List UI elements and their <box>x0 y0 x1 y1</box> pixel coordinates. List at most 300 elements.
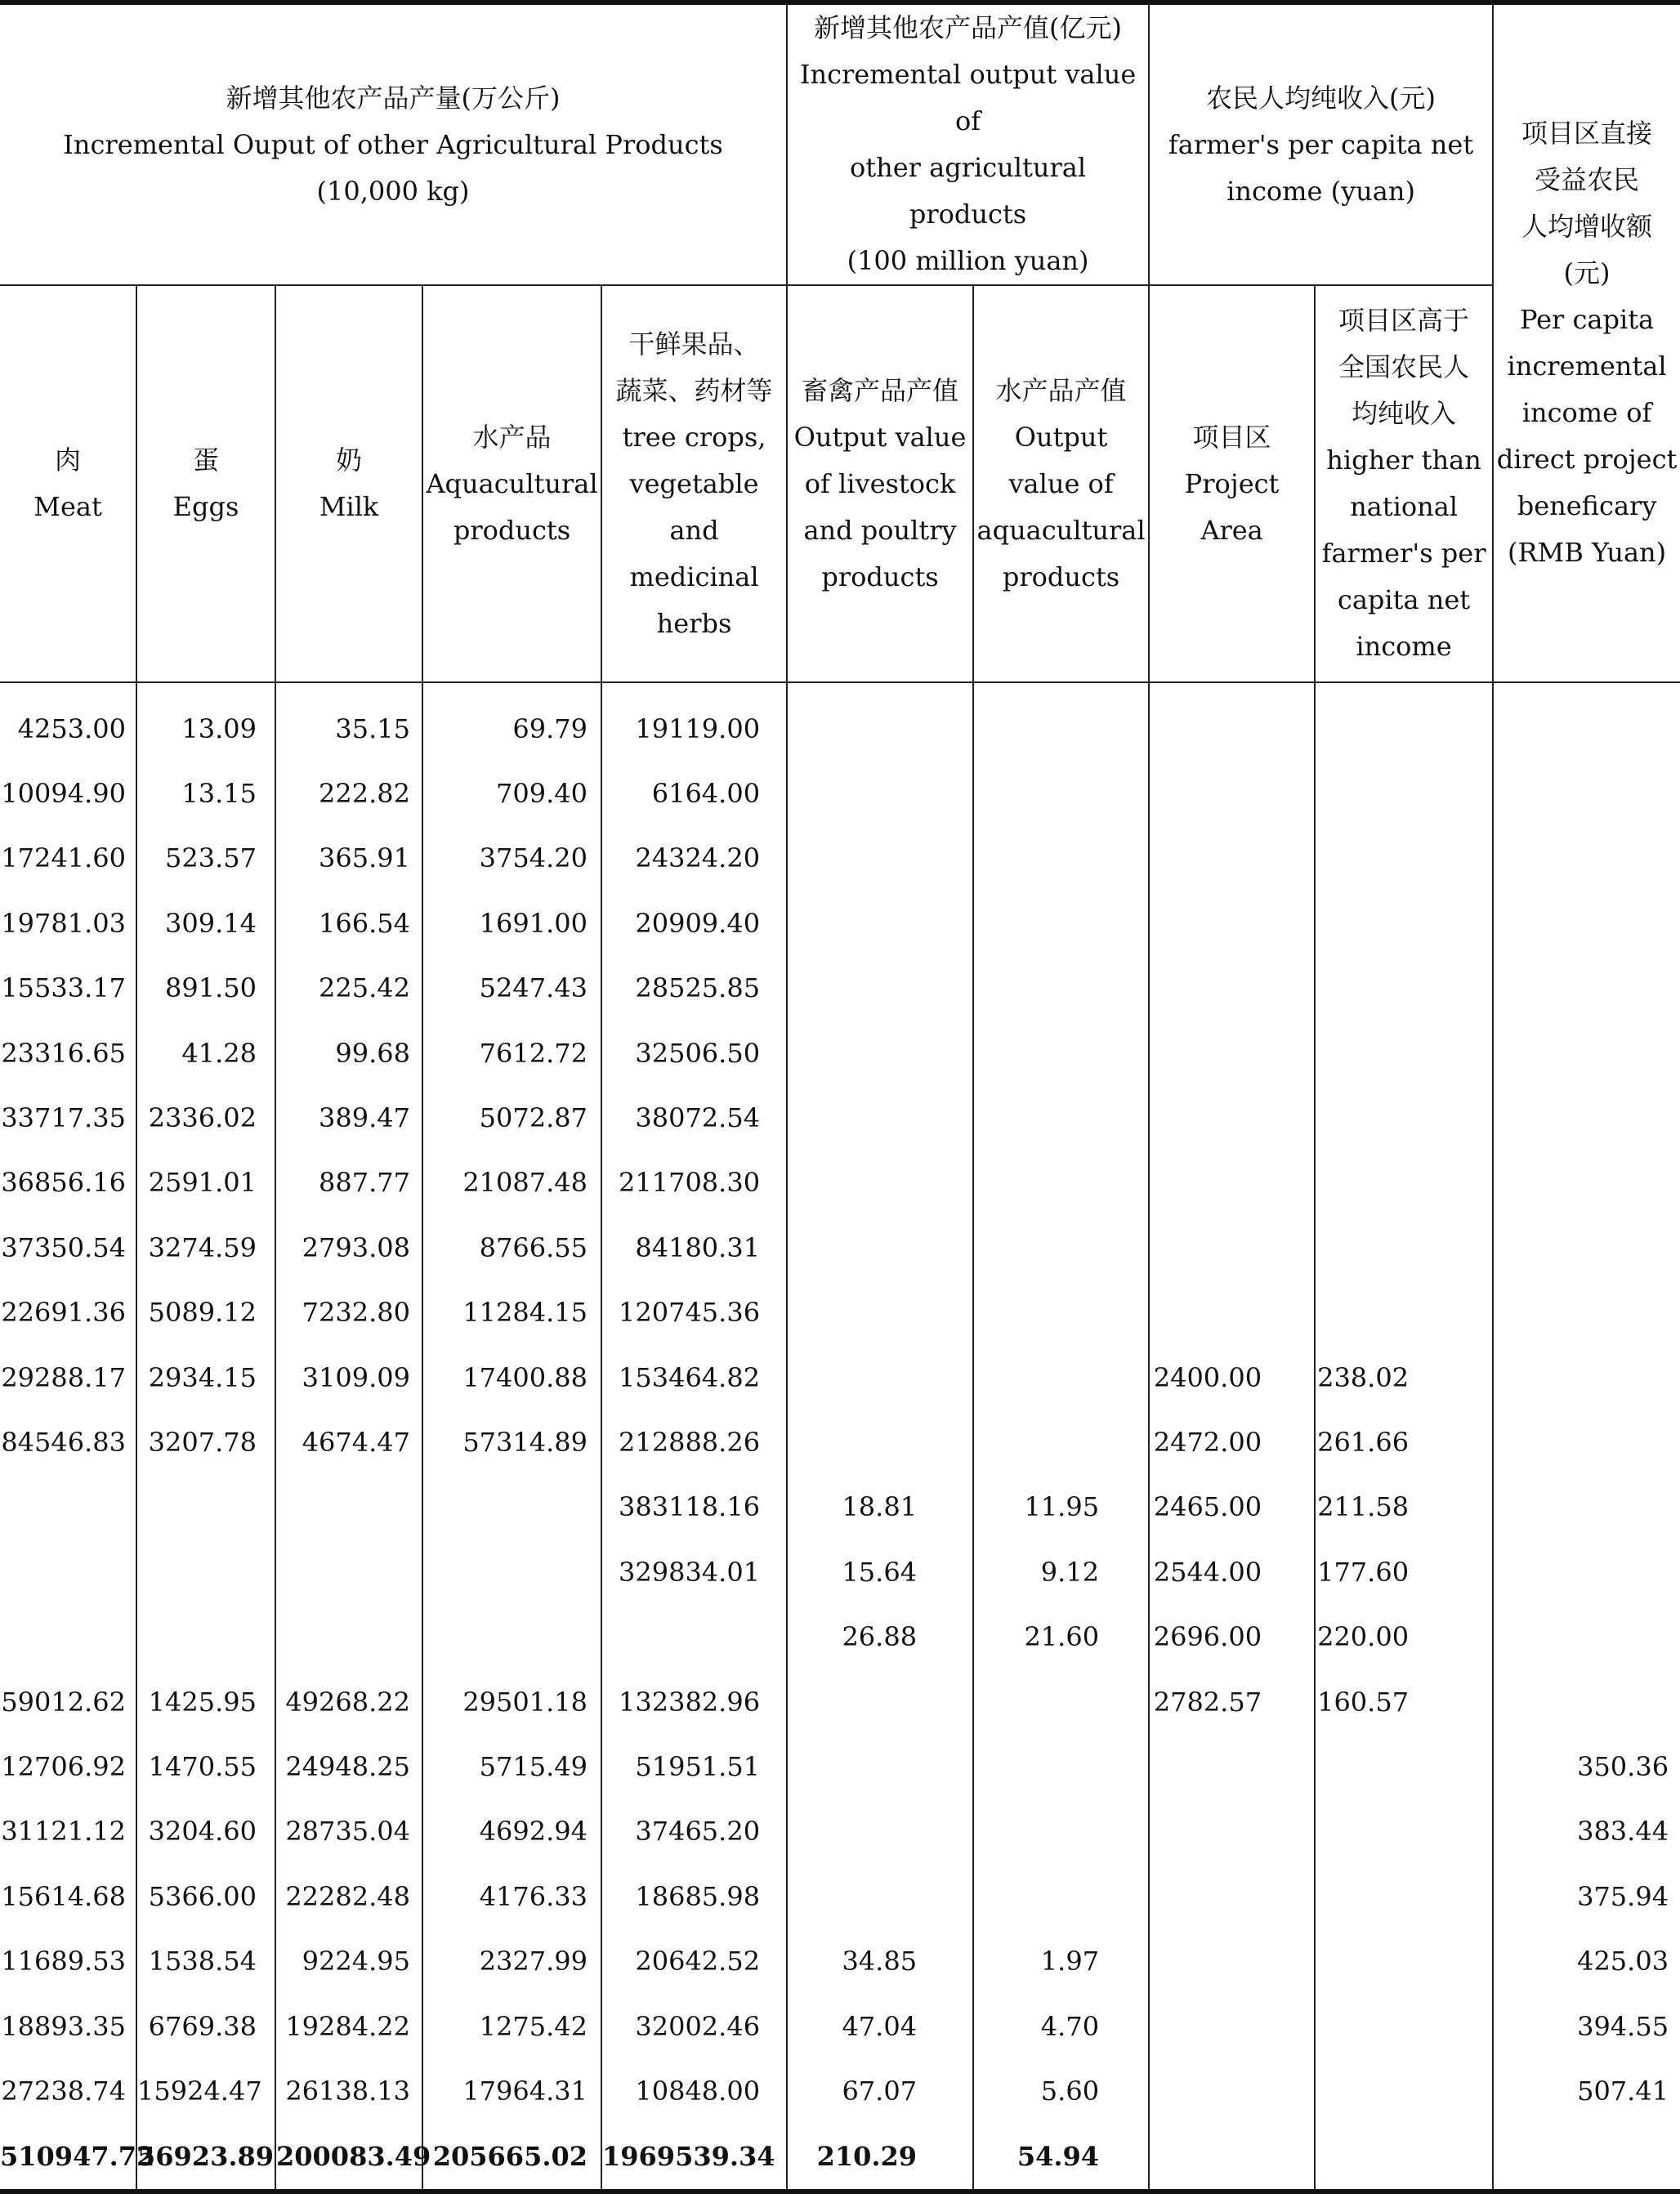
cell-eggs <box>136 1539 275 1604</box>
header-livestock-output-value <box>787 285 973 682</box>
cell-milk <box>275 1475 422 1539</box>
cell-milk: 22282.48 <box>275 1864 422 1928</box>
header-text: Per capita <box>1519 304 1655 335</box>
total-aquatic-value: 54.94 <box>973 2124 1149 2192</box>
header-text: medicinal <box>629 561 759 592</box>
cell-project-area: 2544.00 <box>1149 1539 1315 1604</box>
table-row <box>0 1864 1680 1928</box>
cell-direct-income: 394.55 <box>1493 1994 1680 2058</box>
cell-project-area <box>1149 1734 1315 1799</box>
cell-aquatic <box>422 1604 601 1669</box>
cell-higher-than-national: 211.58 <box>1315 1475 1493 1539</box>
cell-aquatic-value: 9.12 <box>973 1539 1149 1604</box>
header-text: 新增其他农产品产量(万公斤) <box>226 82 561 114</box>
cell-higher-than-national: 261.66 <box>1315 1410 1493 1474</box>
cell-aquatic-value <box>973 1864 1149 1928</box>
cell-aquatic: 2327.99 <box>422 1928 601 1993</box>
cell-higher-than-national <box>1315 1085 1493 1150</box>
header-text: 全国农民人 <box>1338 351 1470 382</box>
cell-meat: 15533.17 <box>0 956 136 1021</box>
header-text: 水产品 <box>472 421 552 453</box>
table-row <box>0 761 1680 825</box>
cell-aquatic-value <box>973 1410 1149 1474</box>
cell-direct-income <box>1493 682 1680 761</box>
header-text: Eggs <box>172 491 239 522</box>
cell-tree-crops: 20909.40 <box>601 891 787 955</box>
header-direct-beneficiary-income <box>1493 2 1680 682</box>
table-row <box>0 1669 1680 1734</box>
cell-aquatic <box>422 1475 601 1539</box>
cell-project-area <box>1149 1928 1315 1993</box>
header-incremental-output <box>0 2 787 285</box>
cell-eggs: 15924.47 <box>136 2058 275 2124</box>
table-row <box>0 1151 1680 1215</box>
cell-aquatic: 8766.55 <box>422 1215 601 1280</box>
cell-eggs: 309.14 <box>136 891 275 955</box>
table-row <box>0 956 1680 1021</box>
cell-meat: 22691.36 <box>0 1280 136 1345</box>
cell-tree-crops <box>601 1604 787 1669</box>
cell-tree-crops: 37465.20 <box>601 1799 787 1864</box>
cell-livestock-value: 18.81 <box>787 1475 973 1539</box>
cell-eggs: 3204.60 <box>136 1799 275 1864</box>
cell-livestock-value <box>787 1410 973 1474</box>
cell-aquatic: 4692.94 <box>422 1799 601 1864</box>
cell-aquatic: 17964.31 <box>422 2058 601 2124</box>
cell-milk <box>275 1539 422 1604</box>
header-text: Aquacultural <box>426 467 598 499</box>
cell-higher-than-national: 238.02 <box>1315 1345 1493 1410</box>
cell-livestock-value <box>787 1864 973 1928</box>
cell-eggs: 13.15 <box>136 761 275 825</box>
cell-higher-than-national <box>1315 956 1493 1021</box>
table-row <box>0 1280 1680 1345</box>
table-row <box>0 1928 1680 1993</box>
cell-tree-crops: 32002.46 <box>601 1994 787 2058</box>
cell-meat: 27238.74 <box>0 2058 136 2124</box>
cell-meat: 31121.12 <box>0 1799 136 1864</box>
cell-aquatic: 3754.20 <box>422 826 601 891</box>
header-farmer-net-income <box>1149 2 1493 285</box>
header-text: and poultry <box>803 514 957 546</box>
table-row <box>0 1345 1680 1410</box>
cell-meat: 37350.54 <box>0 1215 136 1280</box>
cell-livestock-value <box>787 1280 973 1345</box>
cell-milk: 222.82 <box>275 761 422 825</box>
cell-higher-than-national <box>1315 2058 1493 2124</box>
cell-tree-crops: 18685.98 <box>601 1864 787 1928</box>
header-text: (RMB Yuan) <box>1507 537 1667 568</box>
cell-project-area: 2696.00 <box>1149 1604 1315 1669</box>
cell-tree-crops: 28525.85 <box>601 956 787 1021</box>
cell-direct-income <box>1493 1604 1680 1669</box>
cell-project-area <box>1149 956 1315 1021</box>
cell-project-area <box>1149 826 1315 891</box>
cell-livestock-value: 26.88 <box>787 1604 973 1669</box>
table-row <box>0 1604 1680 1669</box>
header-text: aquacultural <box>976 514 1146 546</box>
cell-eggs: 13.09 <box>136 682 275 761</box>
cell-direct-income: 383.44 <box>1493 1799 1680 1864</box>
cell-aquatic-value <box>973 1021 1149 1085</box>
cell-project-area <box>1149 1864 1315 1928</box>
cell-livestock-value <box>787 826 973 891</box>
cell-meat: 33717.35 <box>0 1085 136 1150</box>
table-row <box>0 826 1680 891</box>
cell-livestock-value: 67.07 <box>787 2058 973 2124</box>
cell-higher-than-national <box>1315 761 1493 825</box>
cell-aquatic-value: 4.70 <box>973 1994 1149 2058</box>
cell-direct-income: 507.41 <box>1493 2058 1680 2124</box>
cell-direct-income <box>1493 1215 1680 1280</box>
cell-aquatic: 709.40 <box>422 761 601 825</box>
cell-livestock-value <box>787 1151 973 1215</box>
cell-project-area <box>1149 682 1315 761</box>
header-text: farmer's per <box>1321 538 1486 569</box>
header-text: income of <box>1521 397 1652 428</box>
cell-livestock-value: 47.04 <box>787 1994 973 2058</box>
cell-milk <box>275 1604 422 1669</box>
cell-aquatic: 5247.43 <box>422 956 601 1021</box>
cell-milk: 24948.25 <box>275 1734 422 1799</box>
header-text: other agricultural products <box>850 152 1087 230</box>
cell-tree-crops: 10848.00 <box>601 2058 787 2124</box>
table-row <box>0 1475 1680 1539</box>
cell-eggs: 1425.95 <box>136 1669 275 1734</box>
cell-higher-than-national <box>1315 1994 1493 2058</box>
table-row <box>0 1539 1680 1604</box>
header-incremental-output-value <box>787 2 1149 285</box>
total-project-area <box>1149 2124 1315 2192</box>
cell-aquatic: 57314.89 <box>422 1410 601 1474</box>
cell-project-area: 2465.00 <box>1149 1475 1315 1539</box>
header-text: beneficary <box>1517 490 1657 521</box>
cell-aquatic-value <box>973 1734 1149 1799</box>
cell-tree-crops: 212888.26 <box>601 1410 787 1474</box>
cell-project-area: 2782.57 <box>1149 1669 1315 1734</box>
header-text: 新增其他农产品产值(亿元) <box>814 12 1123 43</box>
cell-eggs: 6769.38 <box>136 1994 275 2058</box>
header-text: value of <box>1008 467 1114 499</box>
cell-meat: 19781.03 <box>0 891 136 955</box>
cell-aquatic: 5715.49 <box>422 1734 601 1799</box>
cell-milk: 35.15 <box>275 682 422 761</box>
header-text: Meat <box>34 491 102 522</box>
cell-meat <box>0 1475 136 1539</box>
cell-tree-crops: 24324.20 <box>601 826 787 891</box>
cell-project-area <box>1149 1215 1315 1280</box>
cell-direct-income <box>1493 1539 1680 1604</box>
cell-tree-crops: 19119.00 <box>601 682 787 761</box>
cell-aquatic-value <box>973 826 1149 891</box>
header-milk <box>275 285 422 682</box>
cell-higher-than-national <box>1315 1928 1493 1993</box>
cell-eggs: 3274.59 <box>136 1215 275 1280</box>
header-text: 水产品产值 <box>995 374 1127 406</box>
cell-tree-crops: 51951.51 <box>601 1734 787 1799</box>
cell-higher-than-national: 220.00 <box>1315 1604 1493 1669</box>
cell-aquatic-value <box>973 1669 1149 1734</box>
header-text: farmer's per capita net <box>1168 128 1474 160</box>
cell-eggs <box>136 1475 275 1539</box>
cell-eggs: 41.28 <box>136 1021 275 1085</box>
cell-direct-income <box>1493 1151 1680 1215</box>
cell-project-area <box>1149 1280 1315 1345</box>
header-text: tree crops, <box>622 421 766 453</box>
cell-eggs: 5366.00 <box>136 1864 275 1928</box>
cell-direct-income <box>1493 1669 1680 1734</box>
cell-direct-income <box>1493 1021 1680 1085</box>
cell-aquatic: 1275.42 <box>422 1994 601 2058</box>
header-text: 均纯收入 <box>1352 398 1457 429</box>
cell-tree-crops: 211708.30 <box>601 1151 787 1215</box>
header-text: herbs <box>656 607 732 639</box>
table-row <box>0 1799 1680 1864</box>
cell-tree-crops: 84180.31 <box>601 1215 787 1280</box>
cell-tree-crops: 153464.82 <box>601 1345 787 1410</box>
cell-aquatic: 69.79 <box>422 682 601 761</box>
header-text: Output <box>1014 421 1108 453</box>
cell-meat: 29288.17 <box>0 1345 136 1410</box>
cell-milk: 166.54 <box>275 891 422 955</box>
cell-eggs: 3207.78 <box>136 1410 275 1474</box>
cell-meat <box>0 1539 136 1604</box>
header-aquatic-output-value <box>973 285 1149 682</box>
header-text: products <box>1002 561 1120 592</box>
cell-project-area <box>1149 891 1315 955</box>
cell-tree-crops: 20642.52 <box>601 1928 787 1993</box>
cell-milk: 9224.95 <box>275 1928 422 1993</box>
cell-livestock-value <box>787 1734 973 1799</box>
cell-eggs: 891.50 <box>136 956 275 1021</box>
cell-higher-than-national <box>1315 826 1493 891</box>
cell-livestock-value: 34.85 <box>787 1928 973 1993</box>
header-eggs <box>136 285 275 682</box>
cell-direct-income: 375.94 <box>1493 1864 1680 1928</box>
header-text: products <box>453 514 571 546</box>
cell-direct-income <box>1493 956 1680 1021</box>
cell-direct-income <box>1493 1345 1680 1410</box>
cell-project-area <box>1149 1151 1315 1215</box>
cell-aquatic-value: 5.60 <box>973 2058 1149 2124</box>
cell-higher-than-national <box>1315 891 1493 955</box>
cell-higher-than-national <box>1315 1280 1493 1345</box>
header-text: 项目区高于 <box>1338 305 1470 336</box>
cell-aquatic: 29501.18 <box>422 1669 601 1734</box>
total-higher-than-national <box>1315 2124 1493 2192</box>
header-text: income (yuan) <box>1226 175 1415 207</box>
cell-aquatic-value <box>973 761 1149 825</box>
cell-project-area <box>1149 761 1315 825</box>
cell-meat: 18893.35 <box>0 1994 136 2058</box>
header-text: vegetable and <box>629 467 759 546</box>
cell-eggs: 1470.55 <box>136 1734 275 1799</box>
cell-higher-than-national: 160.57 <box>1315 1669 1493 1734</box>
cell-livestock-value <box>787 1345 973 1410</box>
cell-project-area <box>1149 1799 1315 1864</box>
header-text: Milk <box>319 491 379 522</box>
table-row <box>0 1085 1680 1150</box>
cell-project-area <box>1149 1994 1315 2058</box>
cell-milk: 26138.13 <box>275 2058 422 2124</box>
cell-aquatic-value <box>973 1151 1149 1215</box>
cell-livestock-value <box>787 1215 973 1280</box>
cell-direct-income <box>1493 1280 1680 1345</box>
cell-milk: 19284.22 <box>275 1994 422 2058</box>
cell-aquatic-value: 11.95 <box>973 1475 1149 1539</box>
cell-tree-crops: 132382.96 <box>601 1669 787 1734</box>
cell-meat: 12706.92 <box>0 1734 136 1799</box>
cell-milk: 225.42 <box>275 956 422 1021</box>
cell-project-area: 2400.00 <box>1149 1345 1315 1410</box>
cell-milk: 7232.80 <box>275 1280 422 1345</box>
cell-direct-income: 425.03 <box>1493 1928 1680 1993</box>
cell-aquatic-value <box>973 1085 1149 1150</box>
cell-meat: 59012.62 <box>0 1669 136 1734</box>
total-milk: 200083.49 <box>275 2124 422 2192</box>
cell-direct-income <box>1493 891 1680 955</box>
header-tree-crops <box>601 285 787 682</box>
cell-tree-crops: 6164.00 <box>601 761 787 825</box>
cell-eggs: 523.57 <box>136 826 275 891</box>
cell-tree-crops: 120745.36 <box>601 1280 787 1345</box>
cell-eggs: 5089.12 <box>136 1280 275 1345</box>
header-text: capita net <box>1337 584 1471 615</box>
cell-tree-crops: 329834.01 <box>601 1539 787 1604</box>
table-row <box>0 1994 1680 2058</box>
cell-higher-than-national <box>1315 1799 1493 1864</box>
cell-aquatic-value <box>973 1215 1149 1280</box>
cell-higher-than-national: 177.60 <box>1315 1539 1493 1604</box>
cell-livestock-value <box>787 761 973 825</box>
cell-eggs: 2934.15 <box>136 1345 275 1410</box>
header-text: Incremental output value of <box>799 59 1137 136</box>
cell-meat: 4253.00 <box>0 682 136 761</box>
table-row <box>0 1410 1680 1474</box>
cell-aquatic <box>422 1539 601 1604</box>
cell-livestock-value <box>787 1085 973 1150</box>
table-row <box>0 891 1680 955</box>
cell-livestock-value <box>787 891 973 955</box>
cell-eggs <box>136 1604 275 1669</box>
cell-meat: 15614.68 <box>0 1864 136 1928</box>
cell-livestock-value <box>787 1799 973 1864</box>
cell-higher-than-national <box>1315 1734 1493 1799</box>
cell-milk: 99.68 <box>275 1021 422 1085</box>
table-row <box>0 682 1680 761</box>
cell-milk: 3109.09 <box>275 1345 422 1410</box>
total-row <box>0 2124 1680 2192</box>
table-row <box>0 1734 1680 1799</box>
header-text: higher than <box>1326 445 1481 476</box>
cell-aquatic-value: 1.97 <box>973 1928 1149 1993</box>
cell-direct-income <box>1493 1085 1680 1150</box>
cell-direct-income <box>1493 826 1680 891</box>
cell-higher-than-national <box>1315 1021 1493 1085</box>
cell-aquatic-value <box>973 682 1149 761</box>
cell-livestock-value <box>787 682 973 761</box>
header-project-area <box>1149 285 1315 682</box>
header-meat <box>0 285 136 682</box>
cell-milk: 389.47 <box>275 1085 422 1150</box>
cell-project-area <box>1149 1021 1315 1085</box>
header-text: income <box>1356 631 1452 662</box>
header-text: 蛋 <box>192 445 219 476</box>
cell-livestock-value <box>787 1669 973 1734</box>
table-header <box>0 2 1680 682</box>
total-livestock-value: 210.29 <box>787 2124 973 2192</box>
cell-direct-income <box>1493 1410 1680 1474</box>
cell-eggs: 2591.01 <box>136 1151 275 1215</box>
cell-meat: 17241.60 <box>0 826 136 891</box>
cell-livestock-value <box>787 956 973 1021</box>
cell-tree-crops: 38072.54 <box>601 1085 787 1150</box>
cell-milk: 887.77 <box>275 1151 422 1215</box>
total-eggs: 56923.89 <box>136 2124 275 2192</box>
table-row <box>0 2058 1680 2124</box>
cell-higher-than-national <box>1315 1151 1493 1215</box>
cell-tree-crops: 32506.50 <box>601 1021 787 1085</box>
header-higher-than-national <box>1315 285 1493 682</box>
cell-direct-income <box>1493 761 1680 825</box>
header-text: 干鲜果品、 <box>628 328 760 360</box>
cell-aquatic-value <box>973 1345 1149 1410</box>
header-text: 奶 <box>335 445 362 476</box>
header-text: 受益农民 <box>1535 164 1640 195</box>
cell-meat: 23316.65 <box>0 1021 136 1085</box>
cell-milk: 365.91 <box>275 826 422 891</box>
cell-direct-income: 350.36 <box>1493 1734 1680 1799</box>
total-tree-crops: 1969539.34 <box>601 2124 787 2192</box>
header-text: national <box>1350 491 1459 522</box>
cell-direct-income <box>1493 1475 1680 1539</box>
cell-aquatic: 4176.33 <box>422 1864 601 1928</box>
cell-milk: 28735.04 <box>275 1799 422 1864</box>
cell-aquatic: 5072.87 <box>422 1085 601 1150</box>
cell-milk: 49268.22 <box>275 1669 422 1734</box>
header-aquatic-products <box>422 285 601 682</box>
cell-higher-than-national <box>1315 1864 1493 1928</box>
total-meat: 510947.72 <box>0 2124 136 2192</box>
header-text: of livestock <box>804 467 956 499</box>
cell-aquatic-value <box>973 1799 1149 1864</box>
header-text: Output value <box>793 421 967 453</box>
cell-milk: 4674.47 <box>275 1410 422 1474</box>
cell-livestock-value: 15.64 <box>787 1539 973 1604</box>
table-row <box>0 1021 1680 1085</box>
cell-meat: 84546.83 <box>0 1410 136 1474</box>
cell-project-area <box>1149 1085 1315 1150</box>
cell-higher-than-national <box>1315 682 1493 761</box>
table-body <box>0 682 1680 2192</box>
header-text: 农民人均纯收入(元) <box>1206 82 1436 114</box>
cell-aquatic: 1691.00 <box>422 891 601 955</box>
header-text: (元) <box>1563 257 1611 288</box>
cell-tree-crops: 383118.16 <box>601 1475 787 1539</box>
cell-meat: 10094.90 <box>0 761 136 825</box>
cell-higher-than-national <box>1315 1215 1493 1280</box>
cell-milk: 2793.08 <box>275 1215 422 1280</box>
cell-aquatic: 7612.72 <box>422 1021 601 1085</box>
cell-aquatic: 17400.88 <box>422 1345 601 1410</box>
cell-livestock-value <box>787 1021 973 1085</box>
header-text: 蔬菜、药材等 <box>615 374 773 406</box>
total-aquatic: 205665.02 <box>422 2124 601 2192</box>
header-text: 项目区直接 <box>1521 118 1653 149</box>
header-text: Incremental Ouput of other Agricultural Products <box>63 128 723 160</box>
table-row <box>0 1215 1680 1280</box>
cell-aquatic-value <box>973 891 1149 955</box>
